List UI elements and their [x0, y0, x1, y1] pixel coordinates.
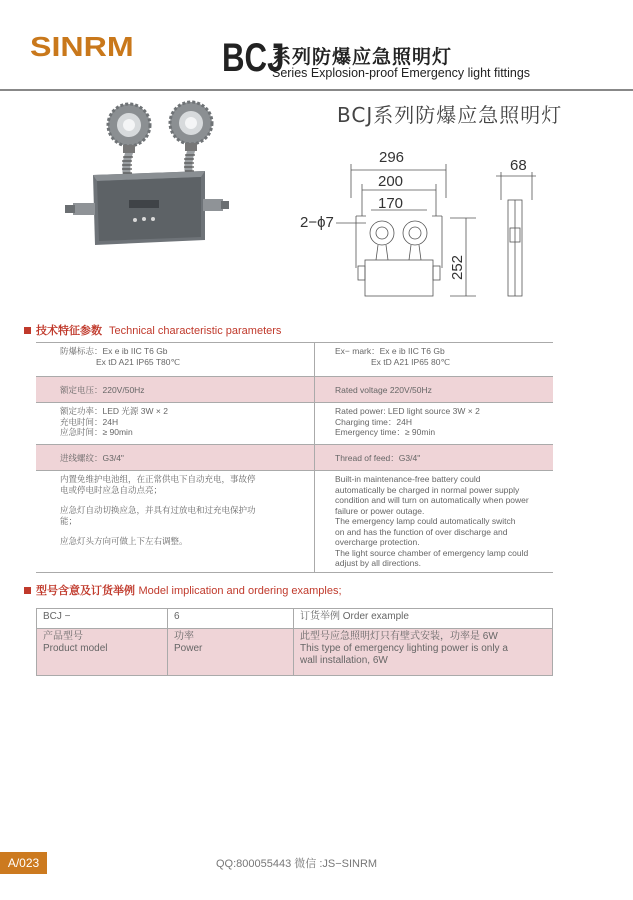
table-row: BCJ − 6 订货举例 Order example — [37, 609, 553, 629]
product-title: BCJ系列防爆应急照明灯 — [337, 103, 563, 127]
table-row: 防爆标志：Ex e ib IIC T6 Gb Ex tD A21 IP65 T80℃ Ex− mark：Ex e ib IIC T6 Gb Ex tD A21 IP65 80℃ — [36, 343, 553, 377]
dim-68: 68 — [510, 157, 527, 174]
table-row: 进线螺纹：G3/4" Thread of feed：G3/4" — [36, 445, 553, 471]
dim-hole: 2−ϕ7 — [300, 214, 334, 231]
lamp-head-right — [170, 102, 212, 175]
section-marker-icon — [24, 587, 31, 594]
cable-gland-right — [203, 199, 229, 211]
table-row: 产品型号 Product model 功率 Power 此型号应急照明灯只有壁式安装，功率是 6W This type of emergency lighting power is only a wall installation, 6W — [37, 629, 553, 676]
dimension-drawing — [296, 138, 556, 303]
section-marker-icon — [24, 327, 31, 334]
dim-252: 252 — [449, 254, 466, 280]
enclosure-body — [93, 171, 205, 245]
table-row: 额定功率：LED 光源 3W × 2 充电时间：24H 应急时间：≥ 90min Rated power: LED light source 3W × 2 Charging time：24H Emergency time：≥ 90min — [36, 403, 553, 445]
model-section-title: 型号含意及订货举例 Model implication and ordering examples; — [24, 582, 342, 598]
table-row: 内置免维护电池组，在正常供电下自动充电，事故停 电或停电时应急自动点亮； 应急灯自动切换应急，并具有过放电和过充电保护功 能； 应急灯头方向可做上下左右调整。 Built-in maintenance-free battery could automatically be charged in normal power supply condition and will turn on automatically when power failure or power outage. The emergency lamp could automatically switch on and has the function of over discharge and overcharge protection. The light source chamber of emergency lamp could adjust by all directions. — [36, 471, 553, 573]
tech-section-title: 技术特征参数 Technical characteristic parameters — [24, 322, 281, 338]
footer-contact: QQ:800055443 微信 :JS−SINRM — [216, 858, 378, 870]
brand-logo: SINRM — [30, 31, 134, 62]
dim-200: 200 — [378, 173, 404, 190]
cable-gland-left — [65, 203, 95, 215]
dim-296: 296 — [379, 149, 405, 166]
lamp-head-left — [108, 104, 150, 177]
series-code: BCJ — [222, 36, 285, 80]
product-photo — [55, 95, 230, 255]
page-number: A/023 — [0, 852, 47, 874]
parameters-table — [36, 342, 553, 573]
table-row: 额定电压：220V/50Hz Rated voltage 220V/50Hz — [36, 377, 553, 403]
series-title-en: Series Explosion-proof Emergency light fittings — [272, 65, 531, 80]
header-divider — [0, 89, 633, 91]
series-title-cn: 系列防爆应急照明灯 — [272, 46, 453, 68]
dim-170: 170 — [378, 195, 404, 212]
model-table — [36, 608, 553, 676]
